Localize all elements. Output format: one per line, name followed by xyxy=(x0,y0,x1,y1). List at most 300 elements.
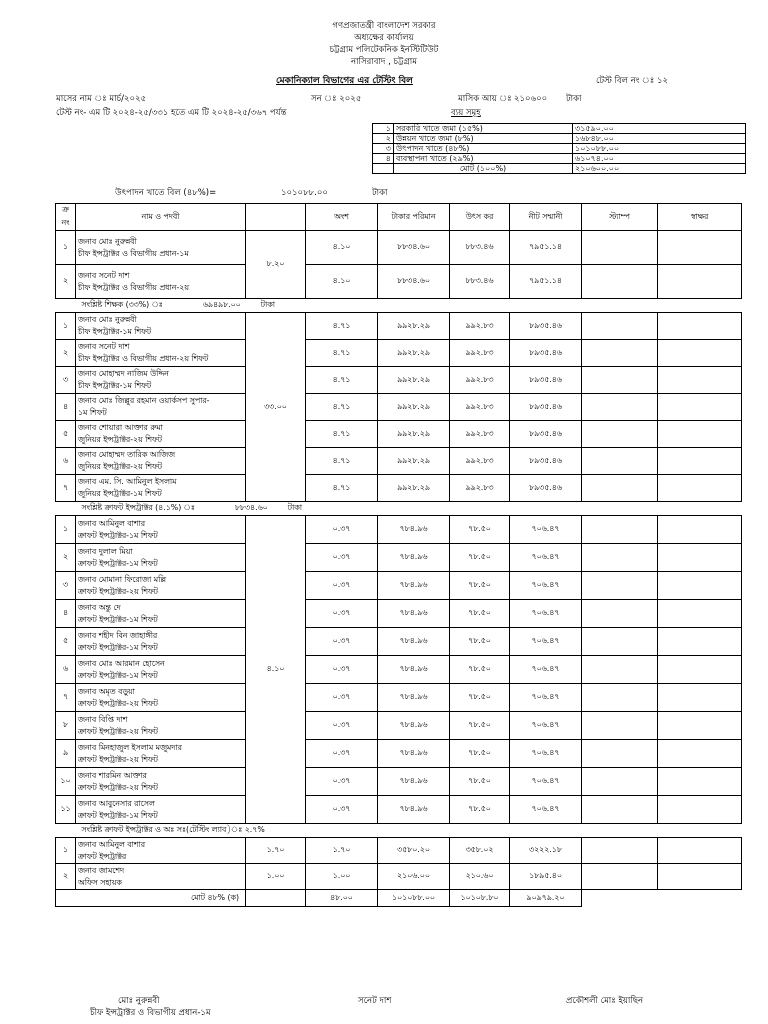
serial-cell: ৮ xyxy=(56,712,76,740)
net-cell: ৭০৬.৪৭ xyxy=(510,796,582,824)
distribution-table xyxy=(55,203,742,907)
part-cell: ০.৩৭ xyxy=(306,516,378,544)
income-value: ২১০৬০০ xyxy=(514,94,548,104)
person-name: জনাব মিনহাজুল ইসলাম মজুমদার xyxy=(78,742,182,752)
net-cell: ৭০৬.৪৭ xyxy=(510,600,582,628)
serial-cell: ২ xyxy=(56,544,76,572)
net-cell: ৭০৬.৪৭ xyxy=(510,712,582,740)
col-share xyxy=(246,204,306,231)
stamp-cell xyxy=(582,628,658,656)
stamp-cell xyxy=(582,796,658,824)
person-name: জনাব মোহাম্মদ তারিক আজিজ xyxy=(78,450,176,459)
tax-cell: ৭৮.৫০ xyxy=(450,796,510,824)
summary-row xyxy=(373,134,746,144)
stamp-cell xyxy=(582,516,658,544)
signature-block-3 xyxy=(566,995,643,1007)
table-row xyxy=(56,712,742,740)
table-row xyxy=(56,768,742,796)
summary-value: ৩১৫৯০.০০ xyxy=(573,124,746,134)
production-value: ১০১০৮৮.০০ xyxy=(281,188,328,198)
signature-cell xyxy=(658,265,742,299)
name-cell xyxy=(76,367,246,394)
part-cell: ১.০০ xyxy=(306,864,378,890)
person-name: জনাব শারমিন আক্তার xyxy=(78,770,147,780)
serial-cell: ১ xyxy=(56,516,76,544)
person-title: ক্রাফট ইন্সট্রাক্টর-২য় শিফট xyxy=(78,782,158,792)
table-row xyxy=(56,421,742,448)
part-cell: ৪.৭১ xyxy=(306,313,378,340)
summary-label: উন্নয়ন খাতে জমা (৮%) xyxy=(394,134,573,144)
share-cell: ৮.২০ xyxy=(246,231,306,299)
signature-cell xyxy=(658,768,742,796)
amount-cell: ৩৫৮০.২০ xyxy=(378,838,450,864)
serial-cell: ৫ xyxy=(56,628,76,656)
section-row xyxy=(56,824,742,838)
col-tax: উৎস কর xyxy=(450,204,510,231)
person-name: জনাব জামশেদ xyxy=(78,865,125,875)
serial-cell: ৩ xyxy=(56,572,76,600)
name-cell xyxy=(76,656,246,684)
month-label: মাসের নাম ঃ মার্চ/২০২৫ xyxy=(56,94,147,104)
name-cell xyxy=(76,516,246,544)
section-row xyxy=(56,502,742,516)
part-cell: ০.৩৭ xyxy=(306,796,378,824)
tax-cell: ৯৯২.৮৩ xyxy=(450,448,510,475)
table-row xyxy=(56,544,742,572)
amount-cell: ৭৮৪.৯৬ xyxy=(378,684,450,712)
table-row xyxy=(56,572,742,600)
part-cell: ০.৩৭ xyxy=(306,712,378,740)
part-cell: ৪.১০ xyxy=(306,231,378,265)
table-row xyxy=(56,864,742,890)
section-value: ৬৯৪৯৮.০০ xyxy=(202,300,241,309)
part-cell: ০.৩৭ xyxy=(306,684,378,712)
table-row xyxy=(56,475,742,502)
tax-cell: ৯৯২.৮৩ xyxy=(450,367,510,394)
serial-cell: ৬ xyxy=(56,448,76,475)
net-cell: ১৮৯৫.৪০ xyxy=(510,864,582,890)
signature-block-1 xyxy=(90,995,211,1019)
tax-cell: ৭৮.৫০ xyxy=(450,600,510,628)
signature-title: চীফ ইন্সট্রাক্টর ও বিভাগীয় প্রধান-১ম xyxy=(90,1008,211,1018)
part-cell: ৪.৭১ xyxy=(306,448,378,475)
stamp-cell xyxy=(582,231,658,265)
name-cell xyxy=(76,684,246,712)
person-title: ক্রাফট ইন্সট্রাক্টর-১ম শিফট xyxy=(78,614,158,624)
person-name: জনাব শোয়ারা আক্তার রুমা xyxy=(78,423,163,432)
section-row xyxy=(56,299,742,313)
signature-name: সনেট দাশ xyxy=(358,996,392,1006)
person-title: ক্রাফট ইন্সট্রাক্টর-১ম শিফট xyxy=(78,670,158,680)
signature-cell xyxy=(658,448,742,475)
serial-cell: ৯ xyxy=(56,740,76,768)
income-label: মাসিক আয় ঃ xyxy=(458,94,512,104)
tax-cell: ৭৮.৫০ xyxy=(450,656,510,684)
name-cell xyxy=(76,265,246,299)
person-name: জনাব সনেট দাশ xyxy=(78,342,130,351)
bill-number: টেস্ট বিল নং ঃ ১২ xyxy=(596,76,669,86)
signature-cell xyxy=(658,740,742,768)
table-row xyxy=(56,628,742,656)
net-cell: ৭০৬.৪৭ xyxy=(510,516,582,544)
person-name: জনাব দুলাল মিয়া xyxy=(78,546,133,556)
stamp-cell xyxy=(582,768,658,796)
section-cell xyxy=(56,299,742,313)
amount-cell: ৯৯২৮.২৯ xyxy=(378,313,450,340)
col-signature: স্বাক্ষর xyxy=(658,204,742,231)
stamp-cell xyxy=(582,838,658,864)
person-name: জনাব সনেট দাশ xyxy=(78,270,130,280)
person-name: জনাব আমিনুল বাশার xyxy=(78,839,146,849)
production-label: উৎপাদন খাতে বিল (৪৮%)= xyxy=(115,188,217,198)
person-title: জুনিয়র ইন্সট্রাক্টর-২য় শিফট xyxy=(78,435,162,444)
gov-heading: গণপ্রজাতন্ত্রী বাংলাদেশ সরকার xyxy=(332,21,436,31)
name-cell xyxy=(76,796,246,824)
summary-no: ২ xyxy=(373,134,394,144)
stamp-cell xyxy=(582,394,658,421)
tax-cell: ৯৯২.৮৩ xyxy=(450,313,510,340)
person-name: জনাব মোহাম্মদ নাজিম উদ্দিন xyxy=(78,369,169,378)
office-heading: অধ্যক্ষের কার্যালয় xyxy=(354,33,414,43)
signature-cell xyxy=(658,367,742,394)
serial-cell: ১ xyxy=(56,231,76,265)
total-blank xyxy=(582,890,742,907)
section-cell xyxy=(56,824,742,838)
net-cell: ৮৯৩৫.৪৬ xyxy=(510,421,582,448)
person-title: চীফ ইন্সট্রাক্টর-১ম শিফট xyxy=(78,381,152,390)
person-title: ক্রাফট ইন্সট্রাক্টর-১ম শিফট xyxy=(78,810,158,820)
person-title: ক্রাফট ইন্সট্রাক্টর-১ম শিফট xyxy=(78,642,158,652)
tax-cell: ৯৯২.৮৩ xyxy=(450,475,510,502)
amount-cell: ৭৮৪.৯৬ xyxy=(378,656,450,684)
serial-cell: ৬ xyxy=(56,656,76,684)
signature-cell xyxy=(658,394,742,421)
net-cell: ৩২২২.১৮ xyxy=(510,838,582,864)
table-row xyxy=(56,656,742,684)
serial-cell: ৪ xyxy=(56,600,76,628)
summary-no: ১ xyxy=(373,124,394,134)
name-cell xyxy=(76,768,246,796)
stamp-cell xyxy=(582,600,658,628)
serial-cell: ২ xyxy=(56,864,76,890)
serial-cell: ২ xyxy=(56,265,76,299)
net-cell: ৭০৬.৪৭ xyxy=(510,740,582,768)
person-title: ক্রাফট ইন্সট্রাক্টর-২য় শিফট xyxy=(78,586,158,596)
person-name: জনাব মোমানা ফিরোজা মল্লি xyxy=(78,574,166,584)
expense-summary-table xyxy=(372,123,746,174)
section-label: সংশ্লিষ্ট ক্রাফট ইন্সট্রাক্টর ও অঃ সঃ(টেস্টিং ল্যাব)ঃ ২.৭% xyxy=(81,825,265,834)
summary-label: মোট (১০০%) xyxy=(394,164,573,174)
signature-cell xyxy=(658,684,742,712)
part-cell: ৪.৭১ xyxy=(306,340,378,367)
serial-cell: ১ xyxy=(56,313,76,340)
signature-cell xyxy=(658,838,742,864)
signature-cell xyxy=(658,516,742,544)
name-cell xyxy=(76,231,246,265)
amount-cell: ৭৮৪.৯৬ xyxy=(378,628,450,656)
tax-cell: ৩৫৮.০২ xyxy=(450,838,510,864)
net-cell: ৭৯৫১.১৪ xyxy=(510,231,582,265)
table-row xyxy=(56,740,742,768)
col-serial: ক্র নং xyxy=(56,204,76,231)
summary-row xyxy=(373,144,746,154)
year-label: সন ঃ ২০২৫ xyxy=(311,94,362,104)
signature-cell xyxy=(658,340,742,367)
tax-cell: ৮৮৩.৪৬ xyxy=(450,265,510,299)
tax-cell: ৭৮.৫০ xyxy=(450,684,510,712)
serial-cell: ১ xyxy=(56,838,76,864)
amount-cell: ৭৮৪.৯৬ xyxy=(378,544,450,572)
amount-cell: ৮৮৩৪.৬০ xyxy=(378,231,450,265)
stamp-cell xyxy=(582,313,658,340)
amount-cell: ৯৯২৮.২৯ xyxy=(378,448,450,475)
person-name: জনাব শহীদ বিন জাহাঙ্গীর xyxy=(78,630,158,640)
name-cell xyxy=(76,600,246,628)
name-cell xyxy=(76,838,246,864)
net-cell: ৮৯৩৫.৪৬ xyxy=(510,340,582,367)
part-cell: ৪.৭১ xyxy=(306,394,378,421)
signature-cell xyxy=(658,628,742,656)
name-cell xyxy=(76,572,246,600)
part-cell: ৪.১০ xyxy=(306,265,378,299)
person-title: অফিস সহায়ক xyxy=(78,877,122,887)
person-title: জুনিয়র ইন্সট্রাক্টর-১ম শিফট xyxy=(78,489,162,498)
stamp-cell xyxy=(582,340,658,367)
table-header-row xyxy=(56,204,742,231)
amount-cell: ৯৯২৮.২৯ xyxy=(378,421,450,448)
table-row xyxy=(56,367,742,394)
col-net: নীট সম্মানী xyxy=(510,204,582,231)
stamp-cell xyxy=(582,740,658,768)
amount-cell: ৯৯২৮.২৯ xyxy=(378,475,450,502)
stamp-cell xyxy=(582,656,658,684)
name-cell xyxy=(76,475,246,502)
expense-heading: ব্যয় সমূহ xyxy=(451,108,481,118)
signature-cell xyxy=(658,313,742,340)
summary-value: ১৬৮৪৮.০০ xyxy=(573,134,746,144)
serial-cell: ৩ xyxy=(56,367,76,394)
net-cell: ৭০৬.৪৭ xyxy=(510,628,582,656)
name-cell xyxy=(76,864,246,890)
signature-cell xyxy=(658,421,742,448)
person-title: চীফ ইন্সট্রাক্টর ও বিভাগীয় প্রধান-১ম xyxy=(78,248,189,258)
total-row xyxy=(56,890,742,907)
amount-cell: ৭৮৪.৯৬ xyxy=(378,740,450,768)
part-cell: ০.৩৭ xyxy=(306,740,378,768)
person-name: জনাব মোঃ জিল্লুর রহমান ওয়ার্কসপ সুপার- xyxy=(78,396,210,405)
test-range: টেস্ট নং- এম টি ২০২৪-২৫/৩৩১ হতে এম টি ২০২৪-২৫/৩৬৭ পর্যন্ত xyxy=(56,108,287,118)
tax-cell: ৯৯২.৮৩ xyxy=(450,394,510,421)
net-cell: ৭০৬.৪৭ xyxy=(510,684,582,712)
summary-label: ব্যবস্থাপনা খাতে (২৯%) xyxy=(394,154,573,164)
person-title: জুনিয়র ইন্সট্রাক্টর-২য় শিফট xyxy=(78,462,162,471)
section-unit: টাকা xyxy=(287,503,302,512)
summary-row xyxy=(373,124,746,134)
person-name: জনাব মোঃ নুরুন্নবী xyxy=(78,315,137,324)
person-title: ক্রাফট ইন্সট্রাক্টর-১ম শিফট xyxy=(78,558,158,568)
part-cell: ০.৩৭ xyxy=(306,656,378,684)
part-cell: ৪.৭১ xyxy=(306,421,378,448)
signature-cell xyxy=(658,656,742,684)
net-cell: ৭০৬.৪৭ xyxy=(510,656,582,684)
total-part: ৪৮.০০ xyxy=(306,890,378,907)
name-cell xyxy=(76,313,246,340)
signature-cell xyxy=(658,231,742,265)
table-row xyxy=(56,265,742,299)
part-cell: ০.৩৭ xyxy=(306,768,378,796)
stamp-cell xyxy=(582,684,658,712)
name-cell xyxy=(76,448,246,475)
person-name: জনাব অন্তু দে xyxy=(78,602,121,612)
part-cell: ৪.৭১ xyxy=(306,475,378,502)
person-name: জনাব বিপ্তি দাশ xyxy=(78,714,128,724)
amount-cell: ৭৮৪.৯৬ xyxy=(378,712,450,740)
signature-cell xyxy=(658,475,742,502)
serial-cell: ১১ xyxy=(56,796,76,824)
table-row xyxy=(56,838,742,864)
stamp-cell xyxy=(582,265,658,299)
table-row xyxy=(56,313,742,340)
summary-row xyxy=(373,164,746,174)
signature-cell xyxy=(658,544,742,572)
stamp-cell xyxy=(582,421,658,448)
person-title: চীফ ইন্সট্রাক্টর ও বিভাগীয় প্রধান-২য় শিফট xyxy=(78,354,209,363)
signature-cell xyxy=(658,796,742,824)
part-cell: ০.৩৭ xyxy=(306,572,378,600)
name-cell xyxy=(76,340,246,367)
table-row xyxy=(56,394,742,421)
person-title: ক্রাফট ইন্সট্রাক্টর-১ম শিফট xyxy=(78,530,158,540)
total-amount: ১০১০৮৮.০০ xyxy=(378,890,450,907)
tax-cell: ৯৯২.৮৩ xyxy=(450,340,510,367)
table-row xyxy=(56,796,742,824)
person-title: চীফ ইন্সট্রাক্টর ও বিভাগীয় প্রধান-২য় xyxy=(78,282,189,292)
tax-cell: ৭৮.৫০ xyxy=(450,712,510,740)
share-cell: ১.৭০ xyxy=(246,838,306,864)
stamp-cell xyxy=(582,448,658,475)
person-title: ক্রাফট ইন্সট্রাক্টর-২য় শিফট xyxy=(78,698,158,708)
stamp-cell xyxy=(582,864,658,890)
person-name: জনাব মোঃ আরমান হোসেন xyxy=(78,658,165,668)
amount-cell: ৯৯২৮.২৯ xyxy=(378,367,450,394)
net-cell: ৭০৬.৪৭ xyxy=(510,544,582,572)
total-share xyxy=(246,890,306,907)
tax-cell: ৮৮৩.৪৬ xyxy=(450,231,510,265)
tax-cell: ৭৮.৫০ xyxy=(450,740,510,768)
name-cell xyxy=(76,740,246,768)
amount-cell: ৯৯২৮.২৯ xyxy=(378,394,450,421)
amount-cell: ৯৯২৮.২৯ xyxy=(378,340,450,367)
stamp-cell xyxy=(582,367,658,394)
person-name: জনাব আমিনুল বাশার xyxy=(78,518,146,528)
part-cell: ০.৩৭ xyxy=(306,544,378,572)
signature-cell xyxy=(658,600,742,628)
serial-cell: ১০ xyxy=(56,768,76,796)
stamp-cell xyxy=(582,544,658,572)
summary-no: ৩ xyxy=(373,144,394,154)
table-row xyxy=(56,340,742,367)
amount-cell: ৭৮৪.৯৬ xyxy=(378,796,450,824)
tax-cell: ৭৮.৫০ xyxy=(450,544,510,572)
summary-row xyxy=(373,154,746,164)
tax-cell: ২১০.৬০ xyxy=(450,864,510,890)
signature-name: মোঃ নুরুন্নবী xyxy=(118,996,160,1006)
signature-cell xyxy=(658,712,742,740)
col-name: নাম ও পদবী xyxy=(76,204,246,231)
tax-cell: ৯৯২.৮৩ xyxy=(450,421,510,448)
share-cell: ৩৩.০০ xyxy=(246,313,306,502)
serial-cell: ৭ xyxy=(56,684,76,712)
net-cell: ৭৯৫১.১৪ xyxy=(510,265,582,299)
share-cell: ৪.১০ xyxy=(246,516,306,824)
net-cell: ৭০৬.৪৭ xyxy=(510,572,582,600)
bill-title: মেকানিক্যাল বিভাগের এর টেস্টিং বিল xyxy=(276,76,413,86)
person-name: জনাব এম. সি. আমিনুল ইসলাম xyxy=(78,477,177,486)
table-row xyxy=(56,684,742,712)
person-title: ক্রাফট ইন্সট্রাক্টর xyxy=(78,851,127,861)
col-part: অংশ xyxy=(306,204,378,231)
person-name: জনাব আবুনেসার রাসেল xyxy=(78,798,155,808)
signature-cell xyxy=(658,864,742,890)
net-cell: ৮৯৩৫.৪৬ xyxy=(510,394,582,421)
person-name: জনাব অমৃত বড়ুয়া xyxy=(78,686,135,696)
total-net: ৯০৯৭৯.২০ xyxy=(510,890,582,907)
col-amount: টাকার পরিমান xyxy=(378,204,450,231)
signature-name: প্রকৌশলী মোঃ ইয়াছিন xyxy=(566,996,644,1006)
name-cell xyxy=(76,544,246,572)
col-stamp: স্ট্যাম্প xyxy=(582,204,658,231)
total-tax: ১০১০৮.৮০ xyxy=(450,890,510,907)
amount-cell: ৮৮৩৪.৬০ xyxy=(378,265,450,299)
person-name: জনাব মোঃ নুরুন্নবী xyxy=(78,236,137,246)
serial-cell: ৪ xyxy=(56,394,76,421)
tax-cell: ৭৮.৫০ xyxy=(450,516,510,544)
section-value: ৮৮৩৪.৬০ xyxy=(234,503,268,512)
stamp-cell xyxy=(582,572,658,600)
part-cell: ৪.৭১ xyxy=(306,367,378,394)
name-cell xyxy=(76,394,246,421)
share-cell: ১.০০ xyxy=(246,864,306,890)
serial-cell: ২ xyxy=(56,340,76,367)
person-title: ক্রাফট ইন্সট্রাক্টর-২য় শিফট xyxy=(78,726,158,736)
stamp-cell xyxy=(582,712,658,740)
table-row xyxy=(56,231,742,265)
part-cell: ০.৩৭ xyxy=(306,628,378,656)
signature-cell xyxy=(658,572,742,600)
summary-no xyxy=(373,164,394,174)
amount-cell: ২১০৬.০০ xyxy=(378,864,450,890)
summary-no: ৪ xyxy=(373,154,394,164)
amount-cell: ৭৮৪.৯৬ xyxy=(378,572,450,600)
summary-label: উৎপাদন খাতে (৪৮%) xyxy=(394,144,573,154)
tax-cell: ৭৮.৫০ xyxy=(450,628,510,656)
table-row xyxy=(56,516,742,544)
summary-value: ৬১০৭৪.০০ xyxy=(573,154,746,164)
person-title: চীফ ইন্সট্রাক্টর-১ম শিফট xyxy=(78,327,152,336)
net-cell: ৮৯৩৫.৪৬ xyxy=(510,367,582,394)
name-cell xyxy=(76,628,246,656)
section-label: সংশ্লিষ্ট শিক্ষক (৩৩%) ঃ xyxy=(81,300,163,309)
serial-cell: ৭ xyxy=(56,475,76,502)
section-cell xyxy=(56,502,742,516)
summary-value: ২১০৬০০.০০ xyxy=(573,164,746,174)
address-heading: নাসিরাবাদ , চট্টগ্রাম xyxy=(351,57,417,67)
name-cell xyxy=(76,421,246,448)
table-row xyxy=(56,448,742,475)
net-cell: ৮৯৩৫.৪৬ xyxy=(510,448,582,475)
person-title: ক্রাফট ইন্সট্রাক্টর-২য় শিফট xyxy=(78,754,158,764)
signature-block-2 xyxy=(358,995,391,1007)
